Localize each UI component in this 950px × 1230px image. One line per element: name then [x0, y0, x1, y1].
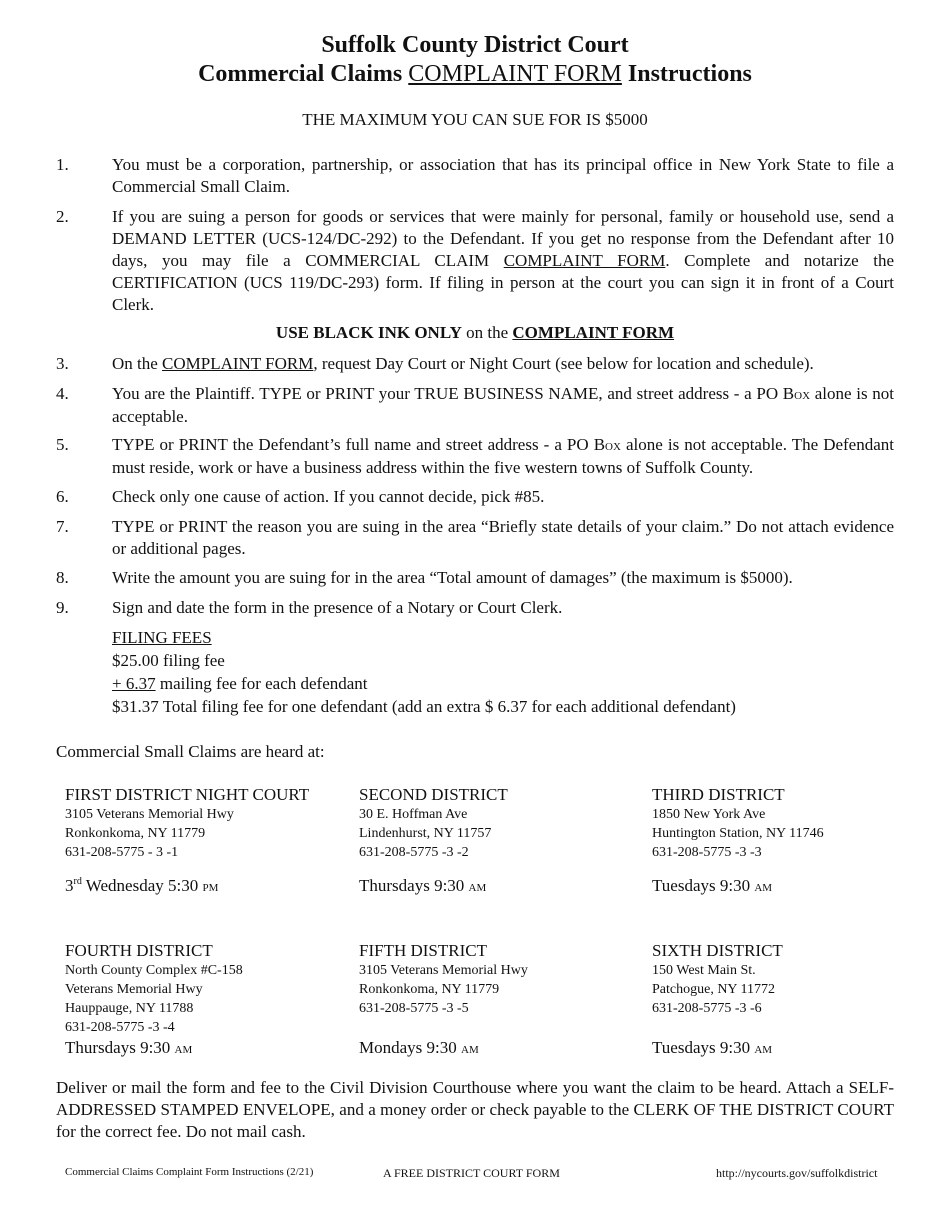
item-text — [112, 383, 894, 428]
item-text-part: alone is not acceptable. The Defendant must reside, work or have a business address within the five western towns of Suffolk County. — [112, 435, 894, 477]
delivery-instructions: Deliver or mail the form and fee to the Civil Division Courthouse where you want the claim to be heard. Attach a SELF-ADDRESSED STAMPED ENVELOPE, and a money order or check payable to the CLERK OF THE DISTRICT COURT for the correct fee. Do not mail cash. — [56, 1078, 894, 1141]
item-text — [112, 353, 894, 375]
schedule-ordinal-suffix: rd — [73, 876, 82, 887]
black-ink-mid: on the — [466, 323, 509, 342]
schedule-day-time: Mondays 9:30 — [359, 1038, 457, 1057]
schedule-day-time: Tuesdays 9:30 — [652, 1038, 751, 1057]
item-text-part: You are the Plaintiff. TYPE or PRINT your TRUE BUSINESS NAME, and street address - a PO B — [112, 384, 795, 403]
court-fourth-district — [65, 941, 355, 1061]
heard-at-heading: Commercial Small Claims are heard at: — [56, 742, 325, 761]
court-name: FIRST DISTRICT NIGHT COURT — [65, 785, 310, 804]
schedule-ampm: am — [754, 879, 773, 895]
schedule-day-time: Wednesday 5:30 — [85, 876, 199, 895]
item-number: 5. — [56, 435, 69, 454]
schedule-ordinal: 3 — [65, 876, 74, 895]
item-text — [112, 206, 894, 316]
court-fifth-district — [359, 941, 649, 1061]
total-fee-line: $31.37 Total filing fee for one defendant (add an extra $ 6.37 for each additional defendant) — [112, 697, 736, 716]
item-number: 6. — [56, 487, 69, 506]
black-ink-bold: USE BLACK INK ONLY — [275, 323, 462, 342]
item-text-part: , request Day Court or Night Court (see below for location and schedule). — [313, 354, 814, 373]
court-address-line: 3105 Veterans Memorial Hwy — [65, 807, 234, 822]
court-address-line: 3105 Veterans Memorial Hwy — [359, 963, 528, 978]
subtitle-prefix: Commercial Claims — [198, 61, 403, 87]
court-first-district — [65, 785, 355, 905]
mailing-fee-text: mailing fee for each defendant — [159, 674, 368, 693]
item-text-smallcaps: ox — [605, 438, 621, 454]
item-number: 4. — [56, 384, 69, 403]
court-name: SIXTH DISTRICT — [652, 941, 783, 960]
court-schedule — [652, 876, 772, 897]
court-sixth-district — [652, 941, 942, 1061]
court-phone: 631-208-5775 -3 -3 — [652, 845, 762, 860]
court-schedule — [65, 1038, 192, 1059]
schedule-ampm: pm — [202, 879, 219, 895]
court-address-line: Lindenhurst, NY 11757 — [359, 826, 492, 841]
court-address-line: Huntington Station, NY 11746 — [652, 826, 824, 841]
complaint-form-ref: COMPLAINT FORM — [503, 251, 666, 270]
court-schedule — [359, 876, 486, 897]
filing-fee-line: $25.00 filing fee — [112, 651, 225, 670]
item-text-part: On the — [112, 354, 158, 373]
item-number: 2. — [56, 207, 69, 226]
item-number: 1. — [56, 155, 69, 174]
mailing-fee-line — [112, 672, 736, 695]
subtitle-suffix: Instructions — [627, 61, 752, 87]
footer-free-form: A FREE DISTRICT COURT FORM — [383, 1166, 560, 1180]
item-number: 7. — [56, 517, 69, 536]
schedule-day-time: Tuesdays 9:30 — [652, 876, 751, 895]
court-address-line: Patchogue, NY 11772 — [652, 982, 775, 997]
court-name: FOURTH DISTRICT — [65, 941, 213, 960]
filing-fees-heading: FILING FEES — [112, 628, 212, 647]
item-text-part: . Complete and notarize the CERTIFICATION (UCS 119/DC-293) form. If filing in person at the court you can sign it in front of a Court Clerk. — [112, 251, 894, 314]
court-schedule — [652, 1038, 772, 1059]
court-phone: 631-208-5775 -3 -2 — [359, 845, 469, 860]
schedule-day-time: Thursdays 9:30 — [359, 876, 465, 895]
court-address-line: 1850 New York Ave — [652, 807, 766, 822]
court-address-line: Ronkonkoma, NY 11779 — [359, 982, 500, 997]
item-number: 8. — [56, 568, 69, 587]
mailing-fee-amount: + 6.37 — [112, 674, 156, 693]
court-address-line: Ronkonkoma, NY 11779 — [65, 826, 206, 841]
max-amount-notice: THE MAXIMUM YOU CAN SUE FOR IS $5000 — [302, 110, 648, 129]
complaint-form-ref: COMPLAINT FORM — [162, 354, 314, 373]
footer-website-link[interactable]: http://nycourts.gov/suffolkdistrict — [716, 1166, 878, 1180]
item-text: Write the amount you are suing for in the area “Total amount of damages” (the maximum is $5000). — [112, 568, 793, 587]
item-text: Check only one cause of action. If you cannot decide, pick #85. — [112, 487, 545, 506]
item-text: Sign and date the form in the presence of a Notary or Court Clerk. — [112, 598, 563, 617]
court-address-line: Hauppauge, NY 11788 — [65, 1001, 194, 1016]
court-second-district — [359, 785, 649, 905]
court-address-line: North County Complex #C-158 — [65, 963, 243, 978]
item-text-part: alone is not acceptable. — [112, 384, 894, 426]
page-title: Suffolk County District Court — [321, 32, 629, 58]
court-phone: 631-208-5775 -3 -6 — [652, 1001, 762, 1016]
court-name: SECOND DISTRICT — [359, 785, 508, 804]
schedule-ampm: am — [468, 879, 487, 895]
item-text-part: If you are suing a person for goods or services that were mainly for personal, family or household use, send a DEMAND LETTER (UCS-124/DC-292) to the Defendant. If you get no response from the Defendant after 10 days, you may file a COMMERCIAL CLAIM — [112, 207, 894, 270]
court-schedule — [359, 1038, 479, 1059]
item-text: You must be a corporation, partnership, or association that has its principal office in New York State to file a Commercial Small Claim. — [112, 155, 894, 196]
court-phone: 631-208-5775 - 3 -1 — [65, 845, 179, 860]
court-address-line: 30 E. Hoffman Ave — [359, 807, 468, 822]
black-ink-form: COMPLAINT FORM — [512, 323, 675, 342]
schedule-ampm: am — [174, 1041, 193, 1057]
court-third-district — [652, 785, 942, 905]
schedule-day-time: Thursdays 9:30 — [65, 1038, 171, 1057]
court-schedule — [65, 876, 218, 897]
schedule-ampm: am — [754, 1041, 773, 1057]
item-number: 3. — [56, 354, 69, 373]
court-phone: 631-208-5775 -3 -4 — [65, 1020, 175, 1035]
court-address-line: 150 West Main St. — [652, 963, 756, 978]
court-name: FIFTH DISTRICT — [359, 941, 487, 960]
item-text — [112, 434, 894, 479]
schedule-ampm: am — [461, 1041, 479, 1057]
filing-fees — [112, 626, 736, 718]
item-number: 9. — [56, 598, 69, 617]
page-subtitle — [0, 60, 950, 89]
item-text-smallcaps: ox — [794, 387, 811, 403]
item-text: TYPE or PRINT the reason you are suing in the area “Briefly state details of your claim.” Do not attach evidence or additional pages. — [112, 517, 894, 558]
court-address-line: Veterans Memorial Hwy — [65, 982, 203, 997]
item-text-part: TYPE or PRINT the Defendant’s full name and street address - a PO B — [112, 435, 606, 454]
court-phone: 631-208-5775 -3 -5 — [359, 1001, 469, 1016]
subtitle-complaint-form: COMPLAINT FORM — [408, 61, 622, 87]
black-ink-notice — [0, 323, 950, 343]
court-name: THIRD DISTRICT — [652, 785, 785, 804]
footer-form-id: Commercial Claims Complaint Form Instructions (2/21) — [65, 1166, 314, 1178]
